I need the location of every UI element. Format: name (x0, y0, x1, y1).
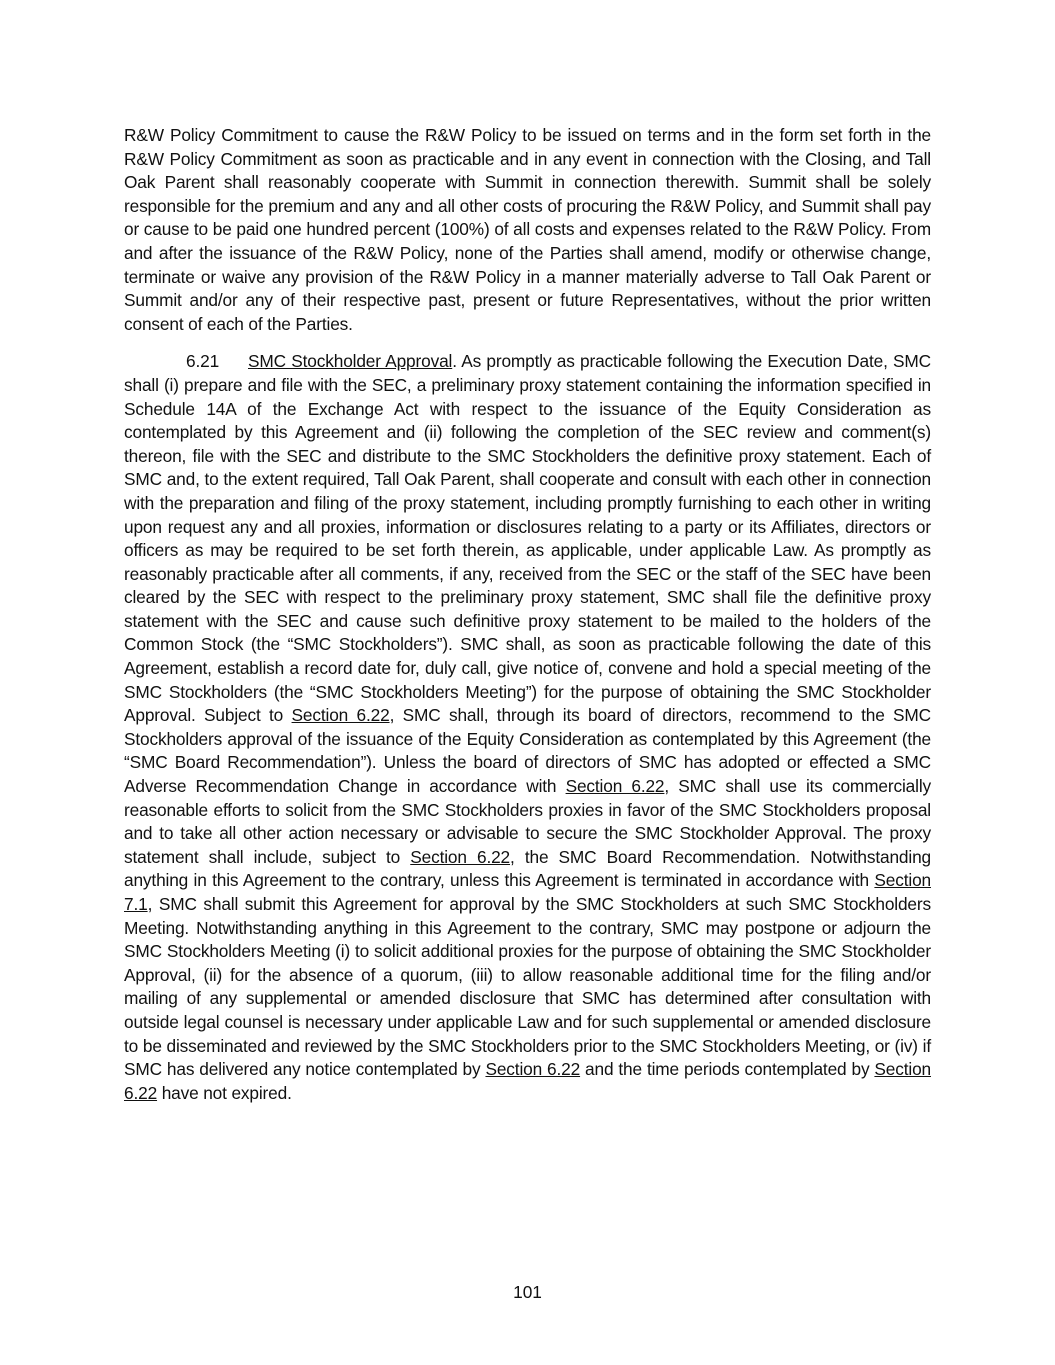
section-reference-6-22: Section 6.22 (565, 776, 665, 797)
document-page (124, 124, 931, 1105)
section-text: . As promptly as practicable following the Execution Date, SMC shall (i) prepare and file with the SEC, a preliminary proxy statement containing the information specified in Schedule 14A of the Exchange Act with respect to the issuance of the Equity Consideration as contemplated by this Agreement and (ii) following the completion of the SEC review and comment(s) thereon, file with the SEC and distribute to the SMC Stockholders the definitive proxy statement. Each of SMC and, to the extent required, Tall Oak Parent, shall cooperate and consult with each other in connection with the preparation and filing of the proxy statement, including promptly furnishing to each other in writing upon request any and all proxies, information or disclosures relating to a party or its Affiliates, directors or officers as may be required to be set forth therein, as applicable, under applicable Law. As promptly as reasonably practicable after all comments, if any, received from the SEC or the staff of the SEC have been cleared by the SEC with respect to the preliminary proxy statement, SMC shall file the definitive proxy statement with the SEC and cause such definitive proxy statement to be mailed to the holders of the Common Stock (the “SMC Stockholders”). SMC shall, as soon as practicable following the date of this Agreement, establish a record date for, duly call, give notice of, convene and hold a special meeting of the SMC Stockholders (the “SMC Stockholders Meeting”) for the purpose of obtaining the SMC Stockholder Approval. Subject to (124, 351, 931, 726)
section-6-21 (124, 350, 931, 1105)
section-text: have not expired. (157, 1082, 292, 1103)
section-reference-6-22: Section 6.22 (485, 1059, 581, 1080)
section-heading: SMC Stockholder Approval (248, 351, 453, 372)
paragraph-rw-policy (124, 124, 931, 336)
section-reference-7-1: Section 7.1 (124, 870, 931, 914)
section-reference-6-22: Section 6.22 (291, 705, 390, 726)
section-text: , SMC shall, through its board of directors, recommend to the SMC Stockholders approval of the issuance of the Equity Consideration as contemplated by this Agreement (the “SMC Board Recommendation”). Unless the board of directors of SMC has adopted or effected a SMC Adverse Recommendation Change in accordance with (124, 705, 931, 797)
section-reference-6-22: Section 6.22 (124, 1059, 931, 1103)
section-text: , SMC shall use its commercially reasonable efforts to solicit from the SMC Stockholders proxies in favor of the SMC Stockholders proposal and to take all other action necessary or advisable to secure the SMC Stockholder Approval. The proxy statement shall include, subject to (124, 776, 932, 867)
section-text: , the SMC Board Recommendation. Notwithstanding anything in this Agreement to the contrary, unless this Agreement is terminated in accordance with (124, 846, 932, 891)
section-reference-6-22: Section 6.22 (410, 846, 511, 867)
page-number: 101 (513, 1282, 542, 1302)
paragraph-text: R&W Policy Commitment to cause the R&W Policy to be issued on terms and in the form set forth in the R&W Policy Commitment as soon as practicable and in any event in connection with the Closing, and Tall Oak Parent shall reasonably cooperate with Summit in connection therewith. Summit shall be solely responsible for the premium and any and all other costs of procuring the R&W Policy, and Summit shall pay or cause to be paid one hundred percent (100%) of all costs and expenses related to the R&W Policy. From and after the issuance of the R&W Policy, none of the Parties shall amend, modify or otherwise change, terminate or waive any provision of the R&W Policy in a manner materially adverse to Tall Oak Parent or Summit and/or any of their respective past, present or future Representatives, without the prior written consent of each of the Parties. (124, 125, 931, 334)
section-text: , SMC shall submit this Agreement for approval by the SMC Stockholders at such SMC Stockholders Meeting. Notwithstanding anything in this Agreement to the contrary, SMC may postpone or adjourn the SMC Stockholders Meeting (i) to solicit additional proxies for the purpose of obtaining the SMC Stockholder Approval, (ii) for the absence of a quorum, (iii) to allow reasonable additional time for the filing and/or mailing of any supplemental or amended disclosure that SMC has determined after consultation with outside legal counsel is necessary under applicable Law and for such supplemental or amended disclosure to be disseminated and reviewed by the SMC Stockholders prior to the SMC Stockholders Meeting, or (iv) if SMC has delivered any notice contemplated by (124, 894, 931, 1080)
section-number: 6.21 (186, 351, 220, 372)
section-text: and the time periods contemplated by (580, 1059, 875, 1080)
